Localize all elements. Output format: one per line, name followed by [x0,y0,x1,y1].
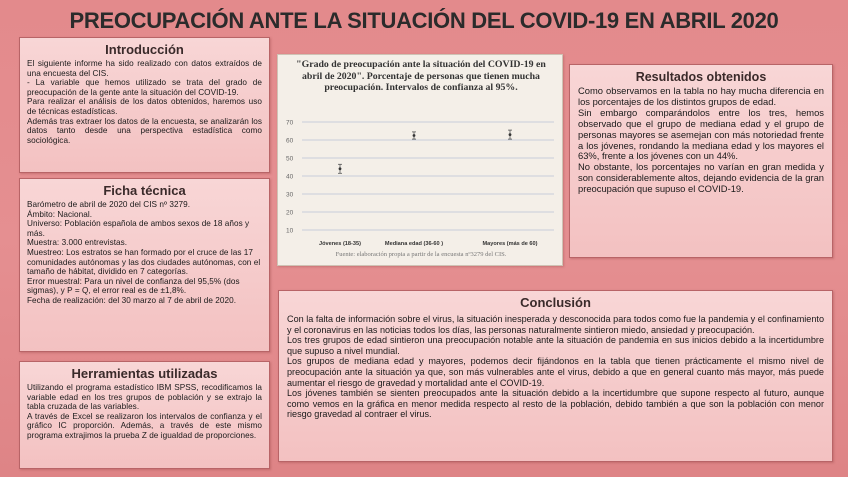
ficha-line: Muestra: 3.000 entrevistas. [27,238,128,248]
ficha-line: Barómetro de abril de 2020 del CIS nº 3279. [27,200,191,209]
ficha-tecnica-panel [19,178,270,352]
ficha-line: Universo: Población española de ambos sexos de 18 años y más. [27,219,250,238]
poster-title: PREOCUPACIÓN ANTE LA SITUACIÓN DEL COVID-19 EN ABRIL 2020 [69,8,779,33]
y-tick-label: 50 [286,155,294,163]
intro-paragraph: Además tras extraer los datos de la encuesta, se analizarán los datos tanto desde una perspectiva estadística como sociológica. [27,116,262,145]
ficha-line: Error muestral: Para un nivel de confianza del 95,5% (dos sigmas), y P = Q, el error real es de ±1,8%. [27,276,240,296]
ficha-heading: Ficha técnica [103,183,186,198]
conclusion-panel [278,290,833,462]
herramientas-paragraph: A través de Excel se realizaron los intervalos de confianza y el gráfico IC proporción. Además, a través de este mismo programa extrajimos la prueba Z de igualdad de proporciones. [27,411,262,440]
conclusion-paragraph: Los jóvenes también se sienten preocupados ante la situación debido a la incertidumbre que supone respecto al futuro, aunque como vemos en la gráfica en menor medida respecto al resto de la población, debido también a que son la población con menor riesgo gravedad al contraer el virus. [287,388,824,420]
y-tick-label: 20 [286,209,294,217]
ficha-line: Ámbito: Nacional. [27,209,93,219]
resultados-panel [569,64,833,258]
chart-title: "Grado de preocupación ante la situación del COVID-19 en abril de 2020". Porcentaje de personas que tienen mucha preocupación. Intervalos de confianza al 95%. [296,59,546,93]
resultados-paragraph: Sin embargo comparándolos entre los tres, hemos observado que el grupo de mediana edad y el grupo de personas mayores se asemejan con más notoriedad frente a los jóvenes, rondando la mediana edad y los mayores el 63%, frente a los jóvenes con un 44%. [578,106,824,162]
conclusion-heading: Conclusión [520,295,591,310]
intro-panel [19,37,270,173]
data-point [339,167,342,170]
data-point [413,134,416,137]
confidence-interval-chart [278,55,563,266]
intro-paragraph: El siguiente informe ha sido realizado con datos extraídos de una encuesta del CIS. [27,59,262,78]
resultados-heading: Resultados obtenidos [635,70,767,84]
ficha-line: Muestreo: Los estratos se han formado por el cruce de las 17 comunidades autónomas y las dos ciudades autónomas, con el tamaño de hábitat, dividido en 7 categorías. [27,247,261,277]
x-tick-label: Mayores (más de 60) [482,241,538,247]
herramientas-panel [19,361,270,469]
data-point [509,133,512,136]
intro-paragraph: Para realizar el análisis de los datos obtenidos, haremos uso de técnicas estadísticas. [27,97,262,116]
y-tick-label: 40 [286,173,294,181]
chart-panel [277,54,563,266]
resultados-paragraph: No obstante, los porcentajes no varían en gran medida y son considerablemente altos, dejando evidencia de la gran preocupación que supuso el COVID-19. [578,161,824,195]
intro-heading: Introducción [105,42,184,57]
herramientas-paragraph: Utilizando el programa estadístico IBM SPSS, recodificamos la variable edad en los tres grupos de población y se extrajo la tabla cruzada de las variables. [27,383,262,412]
herramientas-heading: Herramientas utilizadas [71,366,218,381]
conclusion-paragraph: Con la falta de información sobre el virus, la situación inesperada y desconocida para todos como fue la pandemia y el confinamiento y el coronavirus en las noticias todos los días, las personas naturalmente sintieron miedo, ansiedad y preocupación. [287,314,824,335]
resultados-paragraph: Como observamos en la tabla no hay mucha diferencia en los porcentajes de los distintos grupos de edad. [578,85,824,107]
conclusion-paragraph: Los tres grupos de edad sintieron una preocupación notable ante la situación de pandemia en sus inicios debido a la incertidumbre que supuso a nivel mundial. [287,335,824,356]
y-tick-label: 30 [286,191,294,199]
x-tick-label: Mediana edad (36-60 ) [384,241,444,247]
y-tick-label: 60 [286,137,294,145]
intro-paragraph: - La variable que hemos utilizado se trata del grado de preocupación de la gente ante la situación del COVID-19. [27,78,262,97]
chart-source: Fuente: elaboración propia a partir de la encuesta nº3279 del CIS. [335,251,507,258]
conclusion-paragraph: Los grupos de mediana edad y mayores, podemos decir fijándonos en la tabla que tienen prácticamente el mismo nivel de preocupación ante la situación ya que, son más vulnerables ante el virus, debido a que en general cuanto más mayor, más puede aumentar el riesgo de gravedad y mortalidad ante el COVID-19. [287,356,824,388]
y-tick-label: 70 [286,119,294,127]
ficha-line: Fecha de realización: del 30 marzo al 7 de abril de 2020. [27,295,237,305]
x-tick-label: Jóvenes (18-35) [319,241,361,247]
y-tick-label: 10 [286,227,294,235]
